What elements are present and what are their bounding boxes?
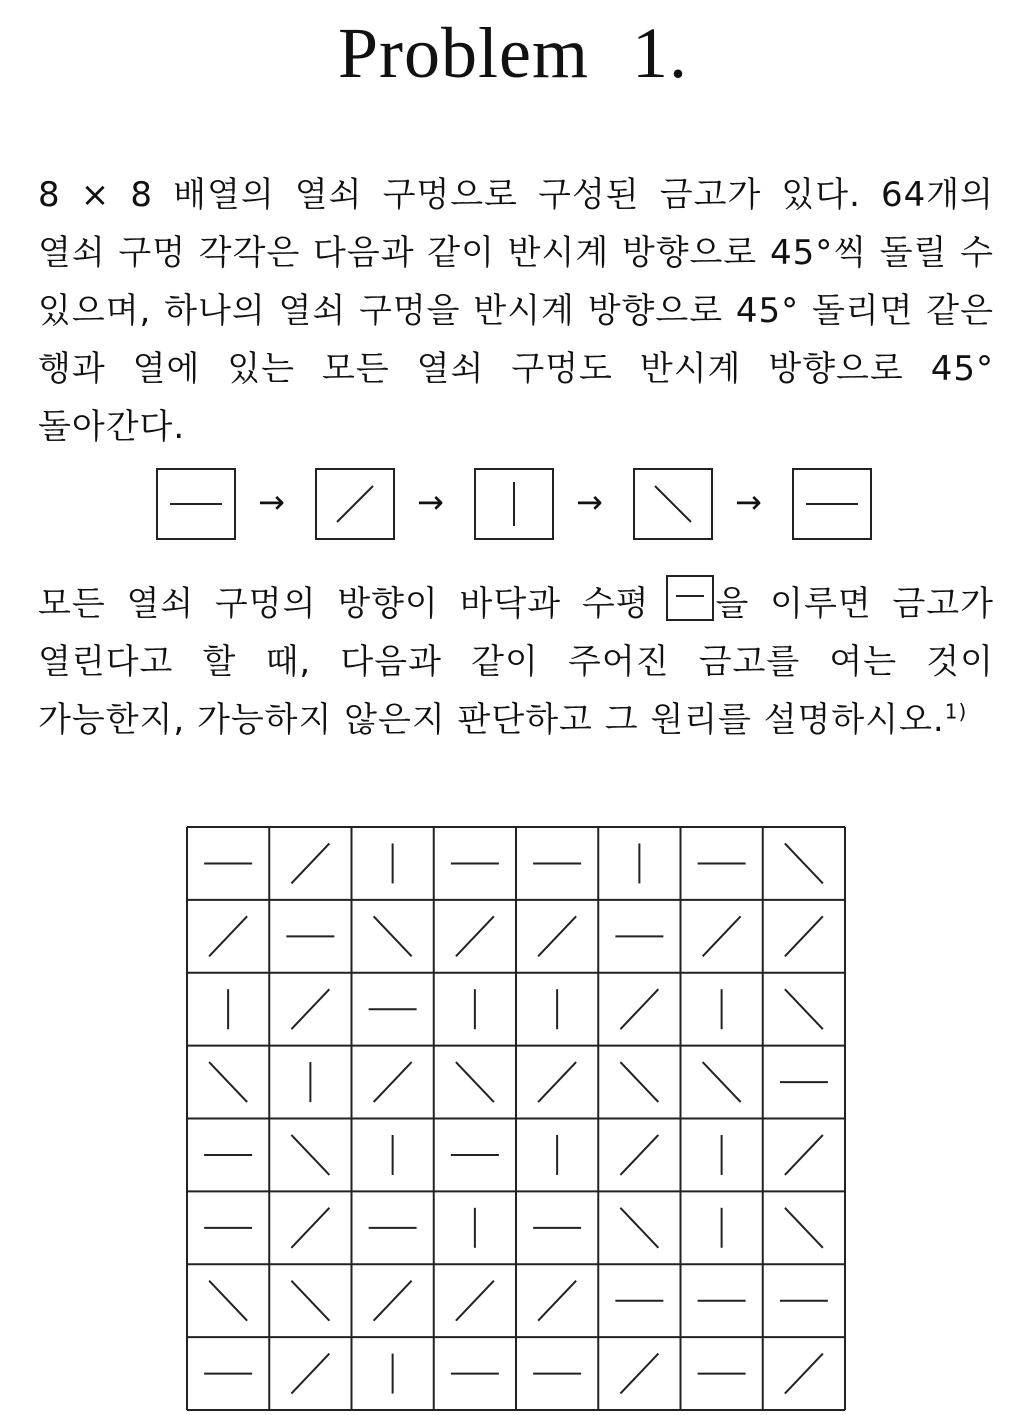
keyhole-r4-c3: [374, 1062, 412, 1102]
question-text-after: 을 이루면 금고가 열린다고 할 때, 다음과 같이 주어진 금고를 여는 것이 가능한지, 가능하지 않은지 판단하고 그 원리를 설명하시오.: [38, 584, 994, 740]
keyhole-r7-c5: [538, 1281, 576, 1321]
rotation-arrow: →: [417, 483, 444, 521]
safe-keyhole-grid: [186, 826, 846, 1411]
horizontal-keyhole-icon: [666, 575, 714, 621]
keyhole-diagonal-down-icon: [633, 468, 713, 540]
rotation-arrow: →: [258, 483, 285, 521]
keyhole-r4-c4: [456, 1062, 494, 1102]
problem-question: [38, 575, 994, 749]
problem-title: Problem 1.: [338, 13, 688, 93]
keyhole-vertical-icon: [474, 468, 554, 540]
keyhole-r2-c7: [703, 916, 741, 956]
keyhole-r8-c2: [291, 1354, 329, 1394]
keyhole-r4-c7: [703, 1062, 741, 1102]
keyhole-r7-c1: [209, 1281, 247, 1321]
keyhole-r2-c8: [785, 916, 823, 956]
keyhole-grid-svg: [186, 826, 846, 1411]
keyhole-r8-c6: [620, 1354, 658, 1394]
footnote-marker: 1): [944, 699, 968, 724]
rotation-sequence-diagram: [156, 468, 876, 544]
keyhole-r1-c2: [291, 843, 329, 883]
keyhole-r2-c1: [209, 916, 247, 956]
keyhole-r2-c4: [456, 916, 494, 956]
keyhole-r8-c8: [785, 1354, 823, 1394]
keyhole-r5-c2: [291, 1135, 329, 1175]
keyhole-r3-c6: [620, 989, 658, 1029]
keyhole-horizontal-icon: [792, 468, 872, 540]
keyhole-r7-c4: [456, 1281, 494, 1321]
keyhole-r6-c2: [291, 1208, 329, 1248]
rotation-arrow: →: [576, 483, 603, 521]
rotation-arrow: →: [735, 483, 762, 521]
problem-statement: 8 × 8 배열의 열쇠 구멍으로 구성된 금고가 있다. 64개의 열쇠 구멍 각각은 다음과 같이 반시계 방향으로 45°씩 돌릴 수 있으며, 하나의 열쇠 구멍을 반시계 방향으로 45° 돌리면 같은 행과 열에 있는 모든 열쇠 구멍도 반시계 방향으로 45° 돌아간다.: [38, 175, 994, 447]
keyhole-r2-c3: [374, 916, 412, 956]
keyhole-r4-c1: [209, 1062, 247, 1102]
keyhole-r5-c6: [620, 1135, 658, 1175]
keyhole-r7-c2: [291, 1281, 329, 1321]
keyhole-diagonal-up-icon: [315, 468, 395, 540]
keyhole-r2-c5: [538, 916, 576, 956]
keyhole-r1-c8: [785, 843, 823, 883]
keyhole-r4-c6: [620, 1062, 658, 1102]
keyhole-r6-c6: [620, 1208, 658, 1248]
keyhole-r3-c2: [291, 989, 329, 1029]
keyhole-r3-c8: [785, 989, 823, 1029]
keyhole-horizontal-icon: [156, 468, 236, 540]
keyhole-r6-c8: [785, 1208, 823, 1248]
keyhole-r5-c8: [785, 1135, 823, 1175]
keyhole-r7-c3: [374, 1281, 412, 1321]
keyhole-r4-c5: [538, 1062, 576, 1102]
question-text-before: 모든 열쇠 구멍의 방향이 바닥과 수평: [38, 584, 650, 624]
